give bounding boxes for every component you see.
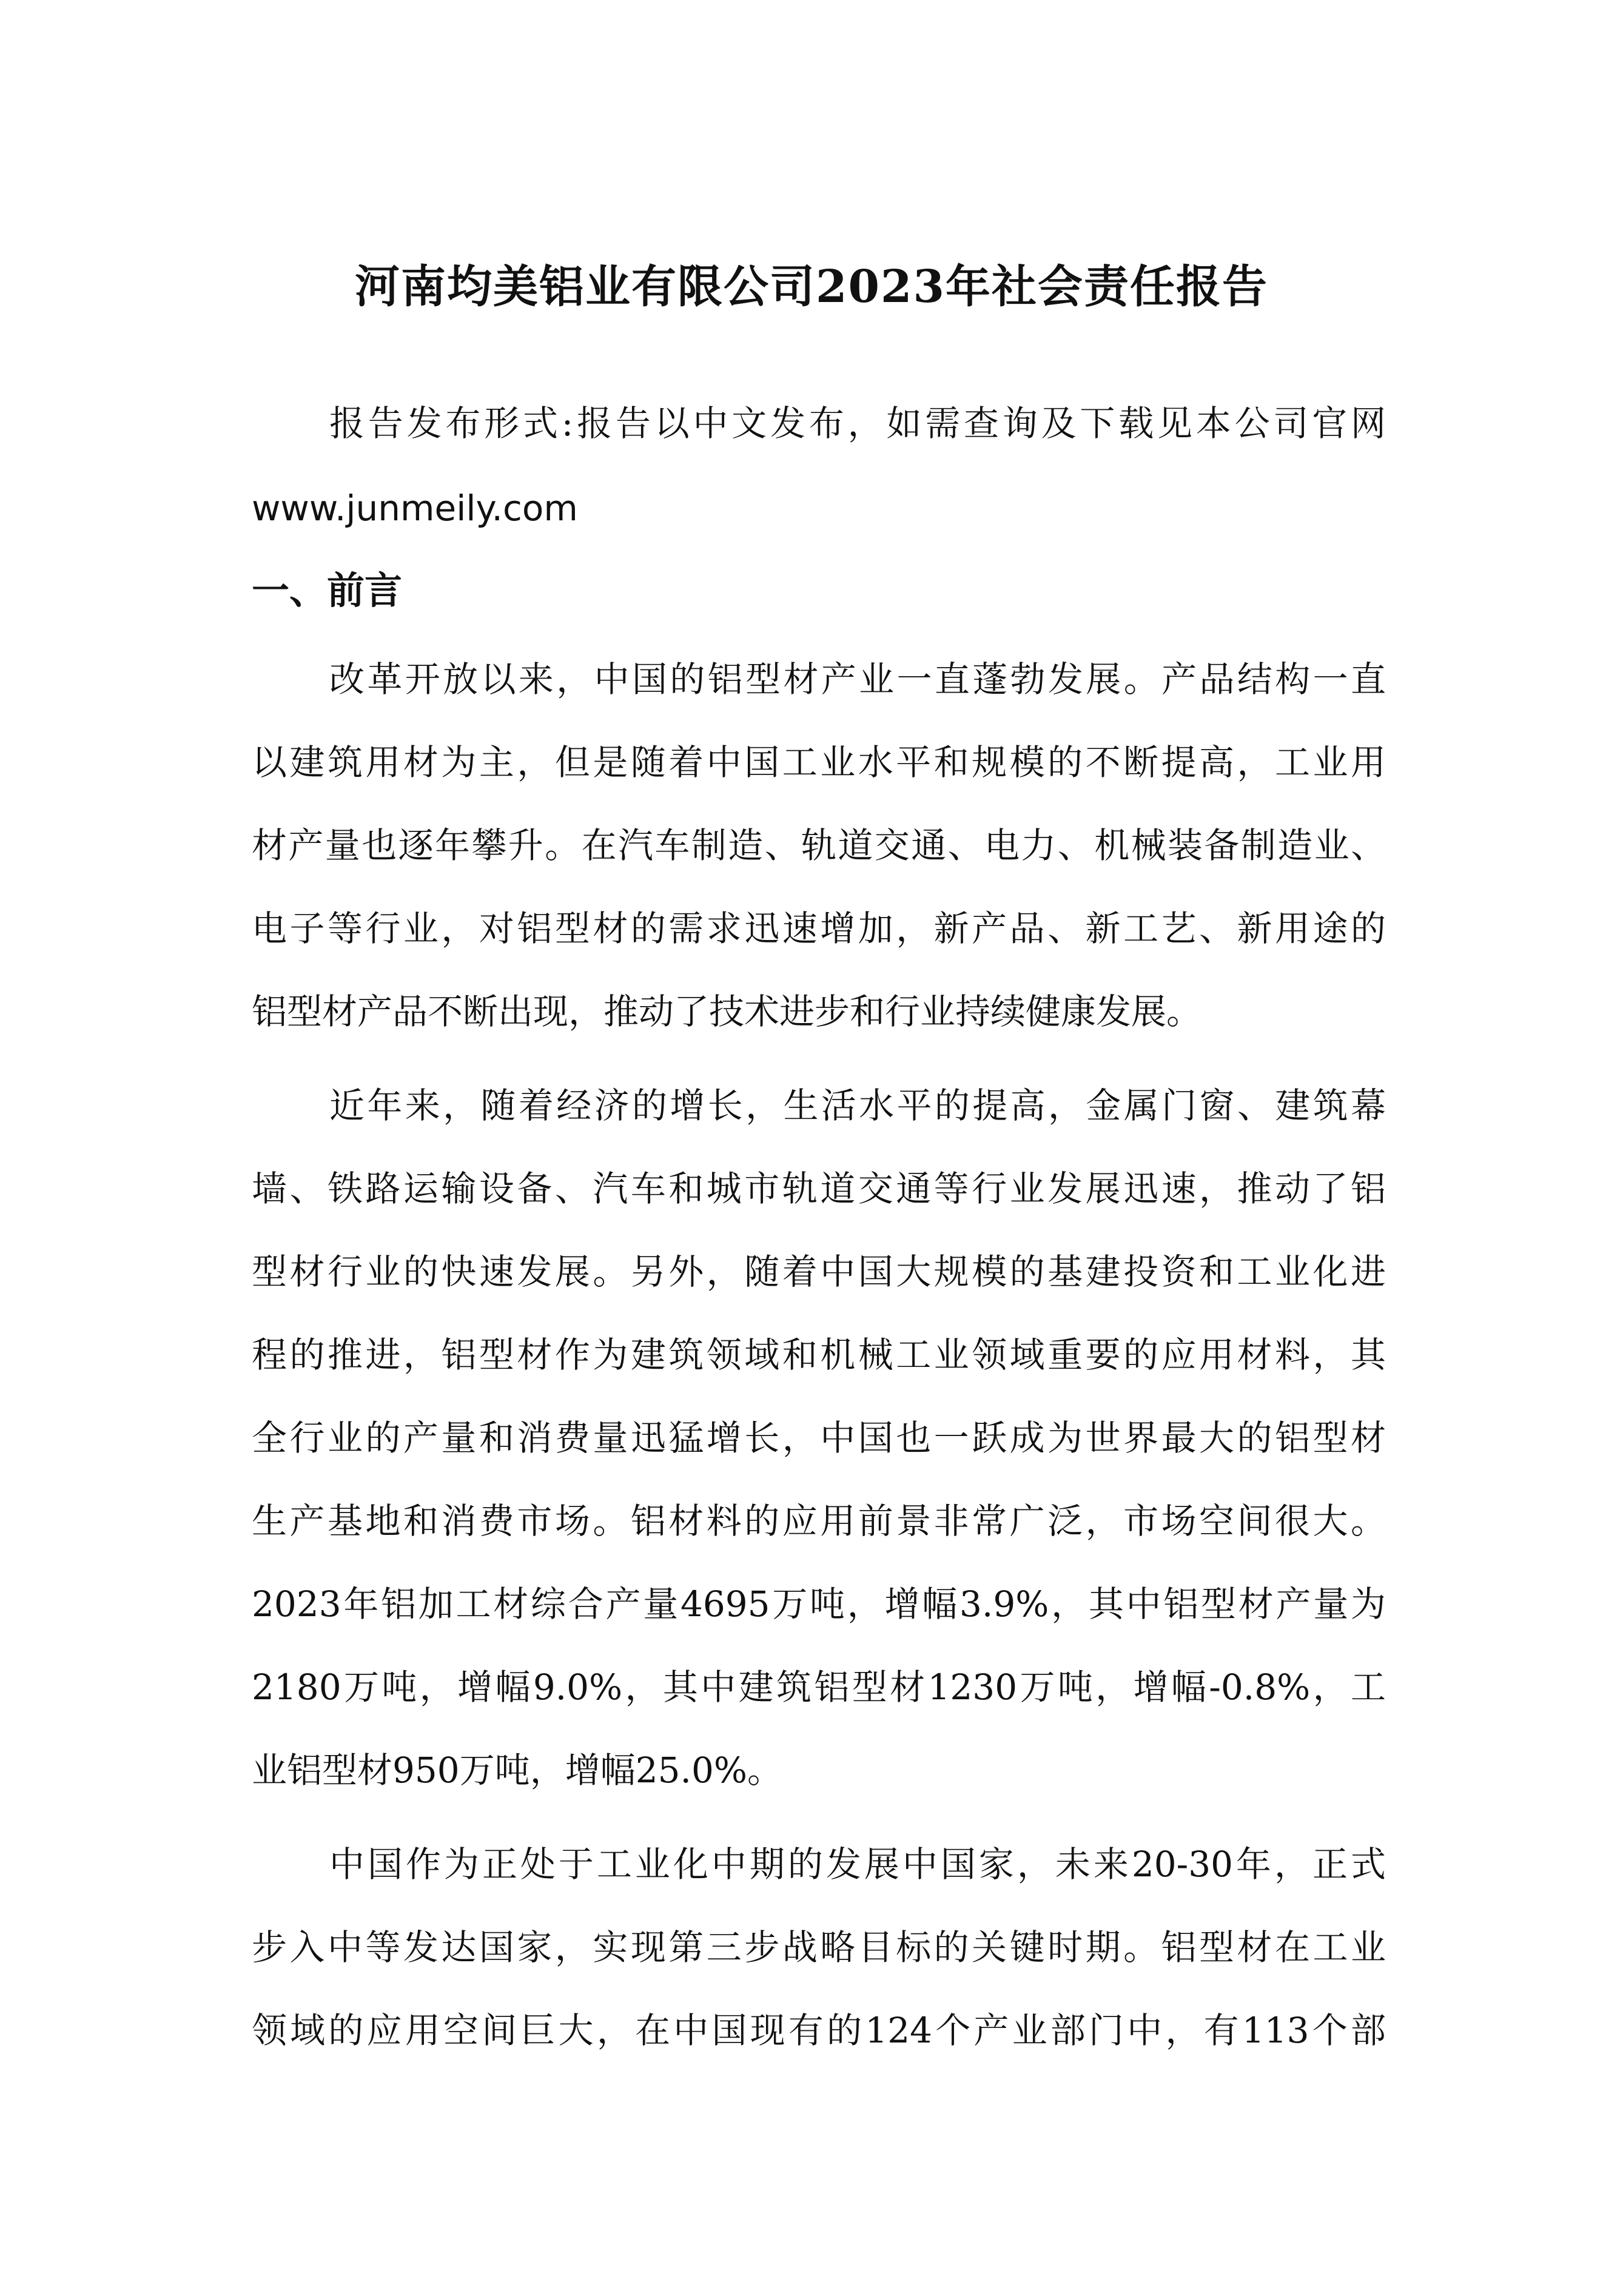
paragraph-2-line-6: 生产基地和消费市场。铝材料的应用前景非常广泛，市场空间很大。 [252,1500,1386,1542]
paragraph-3-line-2: 步入中等发达国家，实现第三步战略目标的关键时期。铝型材在工业 [252,1927,1386,1968]
paragraph-2-line-1: 近年来，随着经济的增长，生活水平的提高，金属门窗、建筑幕 [329,1085,1386,1126]
website-link[interactable]: www.junmeily.com [252,488,578,529]
paragraph-1-line-5: 铝型材产品不断出现，推动了技术进步和行业持续健康发展。 [252,991,1202,1032]
paragraph-3-line-3: 领域的应用空间巨大，在中国现有的124个产业部门中，有113个部 [252,2010,1386,2051]
paragraph-2-line-5: 全行业的产量和消费量迅猛增长，中国也一跃成为世界最大的铝型材 [252,1417,1386,1458]
paragraph-2-line-7: 2023年铝加工材综合产量4695万吨，增幅3.9%，其中铝型材产量为 [252,1583,1386,1625]
paragraph-1-line-4: 电子等行业，对铝型材的需求迅速增加，新产品、新工艺、新用途的 [252,908,1386,949]
publication-info-line-1: 报告发布形式:报告以中文发布，如需查询及下载见本公司官网 [329,403,1386,444]
paragraph-2-line-3: 型材行业的快速发展。另外，随着中国大规模的基建投资和工业化进 [252,1251,1386,1292]
paragraph-2-line-8: 2180万吨，增幅9.0%，其中建筑铝型材1230万吨，增幅-0.8%，工 [252,1667,1386,1708]
paragraph-2-line-9: 业铝型材950万吨，增幅25.0%。 [252,1750,782,1791]
report-title: 河南均美铝业有限公司2023年社会责任报告 [355,261,1268,313]
section-heading-preface: 一、前言 [252,568,403,613]
paragraph-2-line-2: 墙、铁路运输设备、汽车和城市轨道交通等行业发展迅速，推动了铝 [252,1168,1386,1209]
paragraph-2-line-4: 程的推进，铝型材作为建筑领域和机械工业领域重要的应用材料，其 [252,1334,1386,1375]
paragraph-3-line-1: 中国作为正处于工业化中期的发展中国家，未来20-30年，正式 [329,1844,1386,1885]
paragraph-1-line-2: 以建筑用材为主，但是随着中国工业水平和规模的不断提高，工业用 [252,742,1386,783]
paragraph-1-line-1: 改革开放以来，中国的铝型材产业一直蓬勃发展。产品结构一直 [329,659,1386,700]
paragraph-1-line-3: 材产量也逐年攀升。在汽车制造、轨道交通、电力、机械装备制造业、 [252,825,1386,866]
